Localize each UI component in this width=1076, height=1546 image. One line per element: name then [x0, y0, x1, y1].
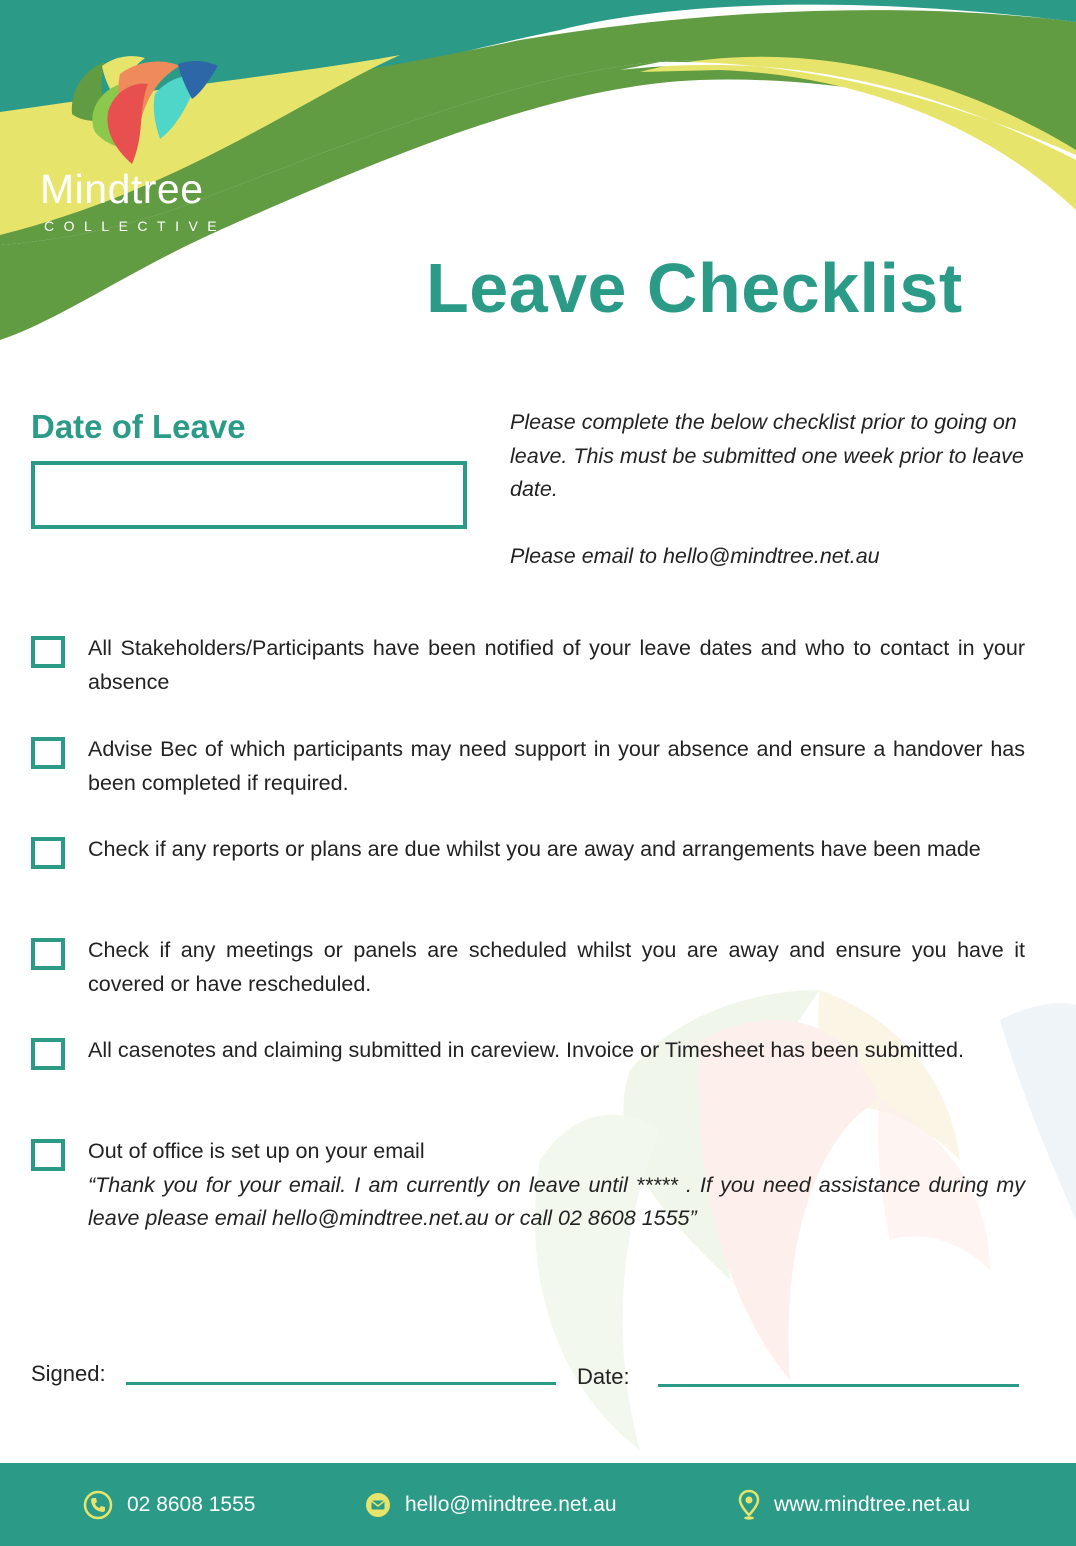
date-label: Date: [577, 1364, 630, 1389]
checklist-item-text: All Stakeholders/Participants have been notified of your leave dates and who to contact in your absence [88, 636, 1025, 694]
footer-phone-text: 02 8608 1555 [127, 1492, 256, 1516]
leaf-logo-icon [60, 54, 230, 169]
checklist-item-text [88, 1135, 1025, 1236]
out-of-office-quote: “Thank you for your email. I am currently on leave until ***** . If you need assistance during my leave please email hello@mindtree.net.au or call 02 8608 1555” [88, 1172, 1025, 1230]
checkbox[interactable] [31, 1139, 65, 1171]
footer-website [738, 1463, 970, 1546]
checklist-item-text: Check if any reports or plans are due whilst you are away and arrangements have been made [88, 837, 981, 861]
footer-email [365, 1463, 617, 1546]
brand-name: Mindtree [40, 166, 204, 212]
checklist-item-main-text: Out of office is set up on your email [88, 1139, 425, 1163]
checkbox[interactable] [31, 737, 65, 769]
page-title: Leave Checklist [426, 249, 963, 327]
checkbox[interactable] [31, 1038, 65, 1070]
date-line[interactable] [658, 1384, 1019, 1387]
location-pin-icon [738, 1489, 760, 1521]
phone-icon [83, 1490, 113, 1520]
checklist-item-text: Advise Bec of which participants may need support in your absence and ensure a handover has been completed if required. [88, 737, 1025, 795]
date-of-leave-label: Date of Leave [31, 408, 246, 445]
checklist-item-text: Check if any meetings or panels are scheduled whilst you are away and ensure you have it covered or have rescheduled. [88, 938, 1025, 996]
instructions [510, 406, 1040, 573]
footer-website-text[interactable]: www.mindtree.net.au [774, 1492, 971, 1516]
mail-icon [365, 1492, 391, 1518]
date-of-leave-field[interactable] [31, 461, 467, 529]
checkbox[interactable] [31, 938, 65, 970]
footer [0, 1463, 1076, 1546]
checklist-item-text: All casenotes and claiming submitted in careview. Invoice or Timesheet has been submitted. [88, 1038, 964, 1062]
mindtree-logo [40, 54, 270, 244]
checkbox[interactable] [31, 636, 65, 668]
instructions-paragraph: Please complete the below checklist prior to going on leave. This must be submitted one week prior to leave date. [510, 410, 1024, 501]
footer-phone [83, 1463, 255, 1546]
signed-label: Signed: [31, 1361, 106, 1386]
signature-line[interactable] [126, 1382, 556, 1385]
checkbox[interactable] [31, 837, 65, 869]
brand-subtitle: COLLECTIVE [44, 218, 227, 234]
footer-email-text[interactable]: hello@mindtree.net.au [405, 1492, 617, 1516]
instructions-email: Please email to hello@mindtree.net.au [510, 543, 880, 568]
